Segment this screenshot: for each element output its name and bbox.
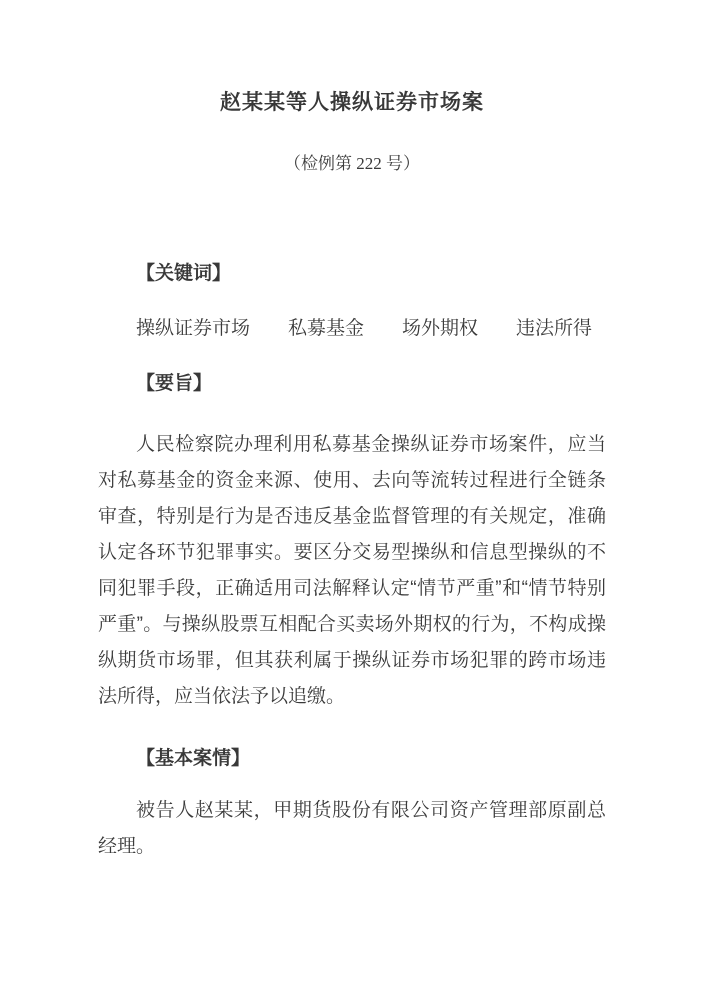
keywords-line: 操纵证券市场 私募基金 场外期权 违法所得 — [136, 318, 593, 339]
document-title: 赵某某等人操纵证券市场案 — [220, 91, 484, 114]
section-heading-facts: 【基本案情】 — [136, 748, 251, 769]
facts-paragraph: 被告人赵某某，甲期货股份有限公司资产管理部原副总经理。 — [98, 800, 606, 857]
case-number: （检例第 222 号） — [284, 154, 420, 173]
section-heading-gist: 【要旨】 — [136, 373, 213, 394]
gist-paragraph: 人民检察院办理利用私募基金操纵证券市场案件，应当对私募基金的资金来源、使用、去向等流转过程进行全链条审查，特别是行为是否违反基金监督管理的有关规定，准确认定各环节犯罪事实。要区分交易型操纵和信息型操纵的不同犯罪手段，正确适用司法解释认定“情节严重”和“情节特别严重”。与操纵股票互相配合买卖场外期权的行为，不构成操纵期货市场罪，但其获利属于操纵证券市场犯罪的跨市场违法所得，应当依法予以追缴。 — [98, 434, 606, 707]
section-heading-keywords: 【关键词】 — [136, 263, 232, 284]
